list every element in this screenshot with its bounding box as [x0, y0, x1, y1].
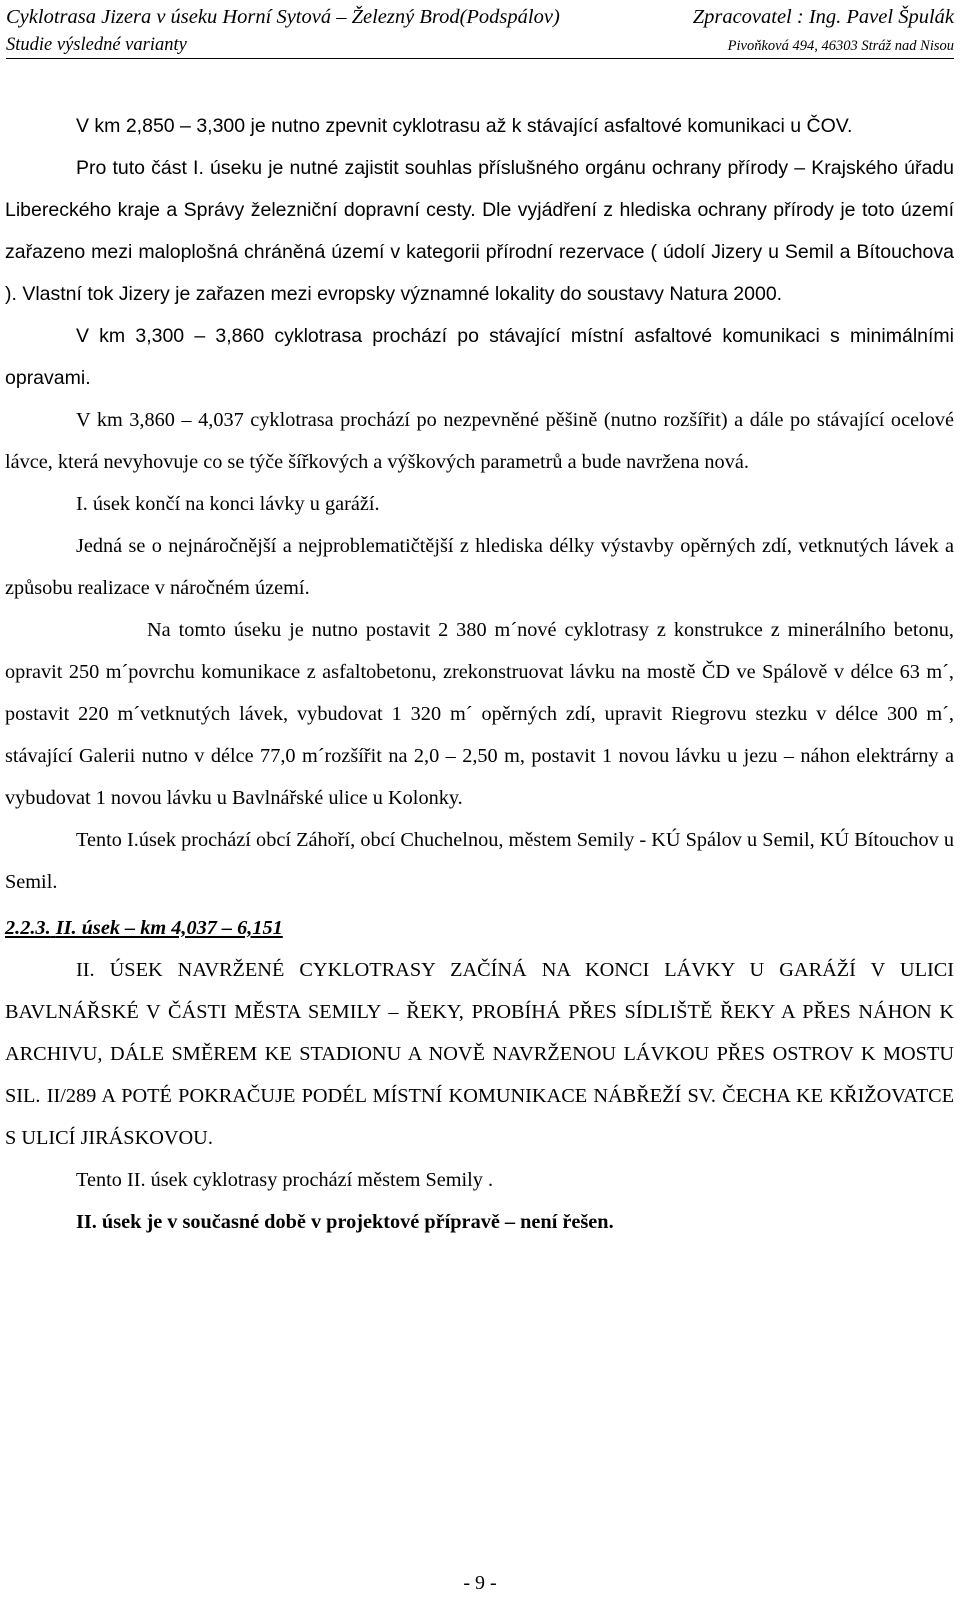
header-address: Pivoňková 494, 46303 Stráž nad Nisou — [727, 38, 954, 54]
paragraph-km-3300: V km 3,300 – 3,860 cyklotrasa prochází po stávající místní asfaltové komunikaci s minimálními opravami. — [5, 325, 954, 389]
header-title: Cyklotrasa Jizera v úseku Horní Sytová – Železný Brod(Podspálov) — [6, 6, 560, 28]
paragraph-difficulty: Jedná se o nejnáročnější a nejproblematičtější z hlediska délky výstavby opěrných zdí, vetknutých lávek a způsobu realizace v náročném území. — [5, 535, 954, 599]
paragraph-construction-scope: Na tomto úseku je nutno postavit 2 380 m´nové cyklotrasy z konstrukce z minerálního betonu, opravit 250 m´povrchu komunikace z asfaltobetonu, zrekonstruovat lávku na mostě ČD ve Spálově v délce 63 m´, postavit 220 m´vetknutých lávek, vybudovat 1 320 m´ opěrných zdí, upravit Riegrovu stezku v délce 300 m´, stávající Galerii nutno v délce 77,0 m´rozšířit na 2,0 – 2,50 m, postavit 1 novou lávku u jezu – náhon elektrárny a vybudovat 1 novou lávku u Bavlnářské ulice u Kolonky. — [5, 619, 954, 809]
paragraph-section-end: I. úsek končí na konci lávky u garáží. — [76, 493, 380, 515]
page-number: - 9 - — [463, 1572, 497, 1594]
paragraph-km-3860: V km 3,860 – 4,037 cyklotrasa prochází po nezpevněné pěšině (nutno rozšířit) a dále po stávající ocelové lávce, která nevyhovuje co se týče šířkových a výškových parametrů a bude navržena nová. — [5, 409, 954, 473]
paragraph-nature-protection: Pro tuto část I. úseku je nutné zajistit souhlas příslušného orgánu ochrany přírody – Krajského úřadu Libereckého kraje a Správy železniční dopravní cesty. Dle vyjádření z hlediska ochrany přírody je toto území zařazeno mezi maloplošná chráněná území v kategorii přírodní rezervace ( údolí Jizery u Semil a Bítouchova ). Vlastní tok Jizery je zařazen mezi evropsky významné lokality do soustavy Natura 2000. — [5, 157, 954, 305]
header-author: Zpracovatel : Ing. Pavel Špulák — [692, 6, 954, 28]
page-header — [6, 2, 954, 59]
paragraph-section-ii-route: Tento II. úsek cyklotrasy prochází městem Semily . — [76, 1169, 494, 1191]
header-subtitle: Studie výsledné varianty — [6, 35, 187, 55]
paragraph-km-2850: V km 2,850 – 3,300 je nutno zpevnit cyklotrasu až k stávající asfaltové komunikaci u ČOV. — [76, 115, 853, 137]
paragraph-section-ii-status: II. úsek je v současné době v projektové přípravě – není řešen. — [76, 1211, 614, 1233]
section-heading-text: II. úsek – km 4,037 – 6,151 — [55, 917, 283, 939]
page-body — [5, 105, 954, 1243]
paragraph-section-ii-description: II. ÚSEK NAVRŽENÉ CYKLOTRASY ZAČÍNÁ NA KONCI LÁVKY U GARÁŽÍ V ULICI BAVLNÁŘSKÉ V ČÁSTI MĚSTA SEMILY – ŘEKY, PROBÍHÁ PŘES SÍDLIŠTĚ ŘEKY A PŘES NÁHON K ARCHIVU, DÁLE SMĚREM KE STADIONU A NOVĚ NAVRŽENOU LÁVKOU PŘES OSTROV K MOSTU SIL. II/289 A POTÉ POKRAČUJE PODÉL MÍSTNÍ KOMUNIKACE NÁBŘEŽÍ SV. ČECHA KE KŘIŽOVATCE S ULICÍ JIRÁSKOVOU. — [5, 959, 954, 1149]
paragraph-section-route: Tento I.úsek prochází obcí Záhoří, obcí Chuchelnou, městem Semily - KÚ Spálov u Semil, KÚ Bítouchov u Semil. — [5, 829, 954, 893]
section-heading-number: 2.2.3. — [5, 917, 51, 939]
section-heading — [5, 907, 954, 949]
